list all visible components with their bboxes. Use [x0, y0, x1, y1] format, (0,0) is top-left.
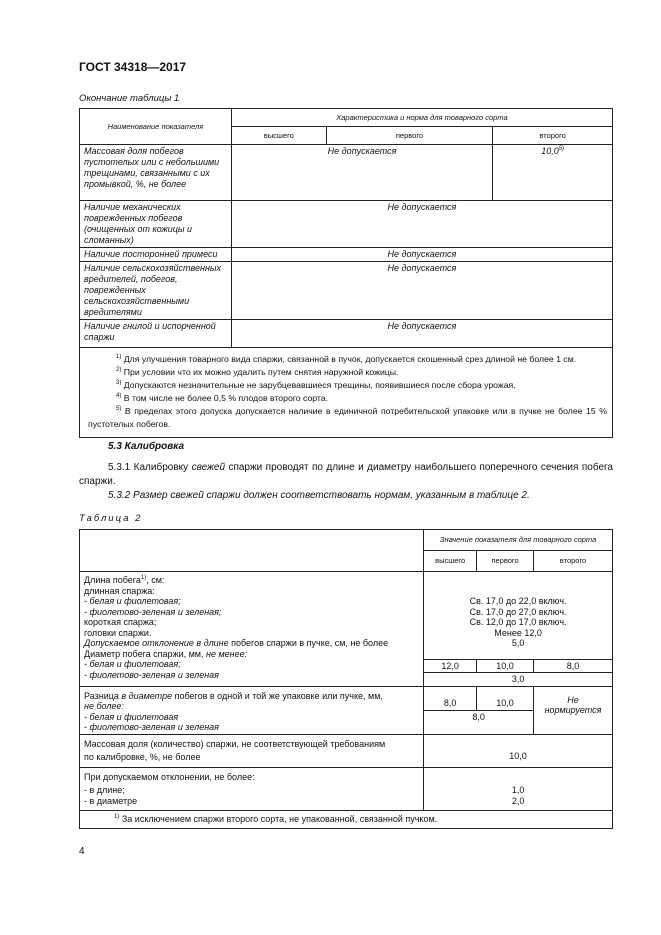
diameter-green-value: 3,0: [424, 673, 613, 687]
diameter-diff-white-label: - белая и фиолетовая: [84, 711, 179, 722]
diameter-diff-green-label: - фиолетово-зеленая и зеленая: [84, 722, 219, 732]
footnote-2-mark: 2): [116, 367, 122, 374]
paragraph-5-3-1-a: Калибровку: [133, 462, 189, 473]
table2-group-header: Значение показателя для товарного сорта: [424, 530, 613, 551]
row-damaged-value: Не допускается: [231, 201, 612, 248]
paragraph-5-3-1-b: свежей: [191, 462, 226, 473]
mass-fraction-label-2: по калибровке, %, не более: [84, 752, 201, 762]
diameter-label-italic: не менее:: [206, 648, 248, 659]
values-spacer: [428, 649, 608, 659]
tolerance-labels: [80, 767, 424, 811]
tolerance-values: [424, 767, 613, 811]
footnote-4-text: В том числе не более 0,5 % плодов второго сорта.: [123, 393, 329, 403]
tolerance-length-label: - в длине;: [84, 785, 125, 795]
row-impurity-value: Не допускается: [231, 248, 612, 262]
table2-footnote-text: За исключением спаржи второго сорта, не упакованной, связанной пучком.: [121, 814, 438, 824]
tolerance-diameter-value: 2,0: [511, 795, 525, 806]
document-code: ГОСТ 34318—2017: [79, 60, 187, 74]
mass-fraction-label: [80, 734, 424, 767]
mass-fraction-value: 10,0: [424, 734, 613, 767]
table2: [79, 529, 613, 829]
diameter-diff-max-label: не более:: [84, 701, 124, 711]
table1-footnotes: [80, 348, 613, 438]
diameter-green-label: - фиолетово-зеленая и зеленая: [84, 669, 219, 680]
row-pests-text: Наличие сельскохозяйственных вредителей, побегов, поврежденных сельскохозяйственными вредителями: [84, 263, 222, 317]
length-tolerance-tail: побегов спаржи в пучке, см, не более: [228, 638, 389, 648]
table1: [79, 108, 613, 438]
footnote-1: [88, 353, 607, 366]
grade-header-1: высшего: [231, 127, 326, 145]
footnote-ref-5: 5): [558, 146, 565, 152]
footnote-5-mark: 5): [116, 406, 122, 413]
footnote-3-text: Допускаются незначительные не зарубцевавшиеся трещины, появившиеся после сбора урожая.: [123, 380, 516, 390]
footnote-4: [88, 392, 607, 405]
row-rotten-value: Не допускается: [231, 320, 612, 348]
page-number: 4: [79, 846, 85, 857]
row-hollow-value-3: [493, 145, 613, 201]
tolerance-label: При допускаемом отклонении, не более:: [84, 771, 255, 782]
row-hollow-name: Массовая доля побегов пустотелых или с небольшими трещинами, связанными с их промывкой, %, не более: [80, 145, 232, 201]
length-footnote-ref: 1): [140, 575, 147, 581]
footnote-1-mark: 1): [116, 354, 122, 361]
footnote-5-text: В пределах этого допуска допускается наличие в единичной потребительской упаковке или в пучке не более 15 % пустотелых побегов.: [88, 406, 607, 429]
diameter-label: [84, 649, 419, 660]
heads-label: головки спаржи.: [84, 627, 152, 638]
section-heading: 5.3 Калибровка: [108, 441, 185, 452]
length-label-tail: , см:: [146, 575, 165, 585]
tolerance-length-value: 1,0: [511, 785, 525, 795]
length-tolerance-value: 5,0: [511, 638, 525, 648]
row-pests-name: [80, 262, 232, 320]
diameter-diff-not-normalized: Не нормируется: [534, 686, 613, 734]
row-damaged-name: Наличие механических поврежденных побегов (очищенных от кожицы и сломанных): [80, 201, 232, 248]
row-rotten-name: Наличие гнилой и испорченной спаржи: [80, 320, 232, 348]
row-hollow-value-3-num: 10,0: [541, 146, 559, 156]
footnote-5: [88, 405, 607, 431]
diameter-diff-tail: побегов в одной и той же упаковке или пучке, мм,: [172, 690, 383, 701]
footnote-3-mark: 3): [116, 380, 122, 387]
row-hollow-value: Не допускается: [231, 145, 492, 201]
short-value: Св. 12,0 до 17,0 включ.: [469, 617, 567, 627]
diameter-diff-italic: в диаметре: [121, 690, 173, 701]
long-white-violet-label: - белая и фиолетовая;: [84, 596, 181, 606]
diameter-white-v1: 12,0: [424, 659, 477, 673]
long-green-label: - фиолетово-зеленая и зеленая;: [84, 606, 222, 617]
table2-footnote-mark: 1): [114, 814, 120, 820]
table1-group-header: Характеристика и норма для товарного сорта: [231, 109, 612, 127]
diameter-diff-green-value: 8,0: [424, 710, 534, 734]
table1-name-header: Наименование показателя: [80, 109, 232, 145]
diameter-diff-white-v2: 10,0: [477, 686, 534, 710]
mass-fraction-label-1: Массовая доля (количество) спаржи, не соответствующей требованиям: [84, 738, 386, 749]
diameter-white-v2: 10,0: [477, 659, 534, 673]
long-white-violet-value: Св. 17,0 до 22,0 включ.: [469, 596, 567, 606]
grade-header-2: первого: [326, 127, 493, 145]
diameter-diff-white-v1: 8,0: [424, 686, 477, 710]
footnote-3: [88, 379, 607, 392]
long-asparagus-label: длинная спаржа:: [84, 585, 155, 596]
footnote-4-mark: 4): [116, 393, 122, 400]
length-tolerance-label: [84, 638, 419, 649]
diameter-white-v3: 8,0: [534, 659, 613, 673]
paragraph-5-3-1-c: спаржи проводят по длине и диаметру наибольшего поперечного сечения побега спаржи.: [79, 462, 613, 487]
length-diameter-labels: [80, 572, 424, 687]
t2-grade-header-2: первого: [477, 551, 534, 572]
tolerance-diameter-label: - в диаметре: [84, 795, 138, 806]
footnote-2-text: При условии что их можно удалить путем снятия наружной кожицы.: [123, 367, 399, 377]
paragraph-5-3-2: 5.3.2 Размер свежей спаржи должен соответствовать нормам, указанным в таблице 2.: [108, 490, 530, 501]
paragraph-5-3-1-number: 5.3.1: [108, 462, 131, 473]
table2-caption: Таблица 2: [79, 513, 143, 524]
length-label-text: Длина побега: [84, 575, 141, 585]
footnote-1-text: Для улучшения товарного вида спаржи, связанной в пучок, допускается скошенный срез длиной не более 1 см.: [123, 354, 577, 364]
t2-grade-header-3: второго: [534, 551, 613, 572]
paragraph-5-3-1: [79, 461, 613, 489]
row-impurity-name: Наличие посторонней примеси: [80, 248, 232, 262]
table2-name-header: [80, 530, 424, 572]
length-label: [84, 575, 419, 586]
t2-grade-header-1: высшего: [424, 551, 477, 572]
table2-footnote: [80, 811, 613, 829]
footnote-2: [88, 366, 607, 379]
short-asparagus-label: короткая спаржа;: [84, 617, 157, 627]
diameter-diff-text: Разница: [84, 690, 119, 701]
diameter-diff-labels: [80, 686, 424, 734]
row-pests-value: Не допускается: [231, 262, 612, 320]
length-tolerance-italic: Допускаемое отклонение в длине: [84, 638, 229, 648]
length-values: [424, 572, 613, 660]
diameter-label-text: Диаметр побега спаржи, мм,: [84, 648, 204, 659]
grade-header-3: второго: [493, 127, 613, 145]
diameter-diff-label: [84, 691, 419, 702]
heads-value: Менее 12,0: [494, 627, 542, 638]
diameter-white-violet-label: - белая и фиолетовая;: [84, 659, 181, 669]
table1-caption: Окончание таблицы 1: [79, 93, 180, 104]
long-green-value: Св. 17,0 до 27,0 включ.: [469, 606, 567, 617]
